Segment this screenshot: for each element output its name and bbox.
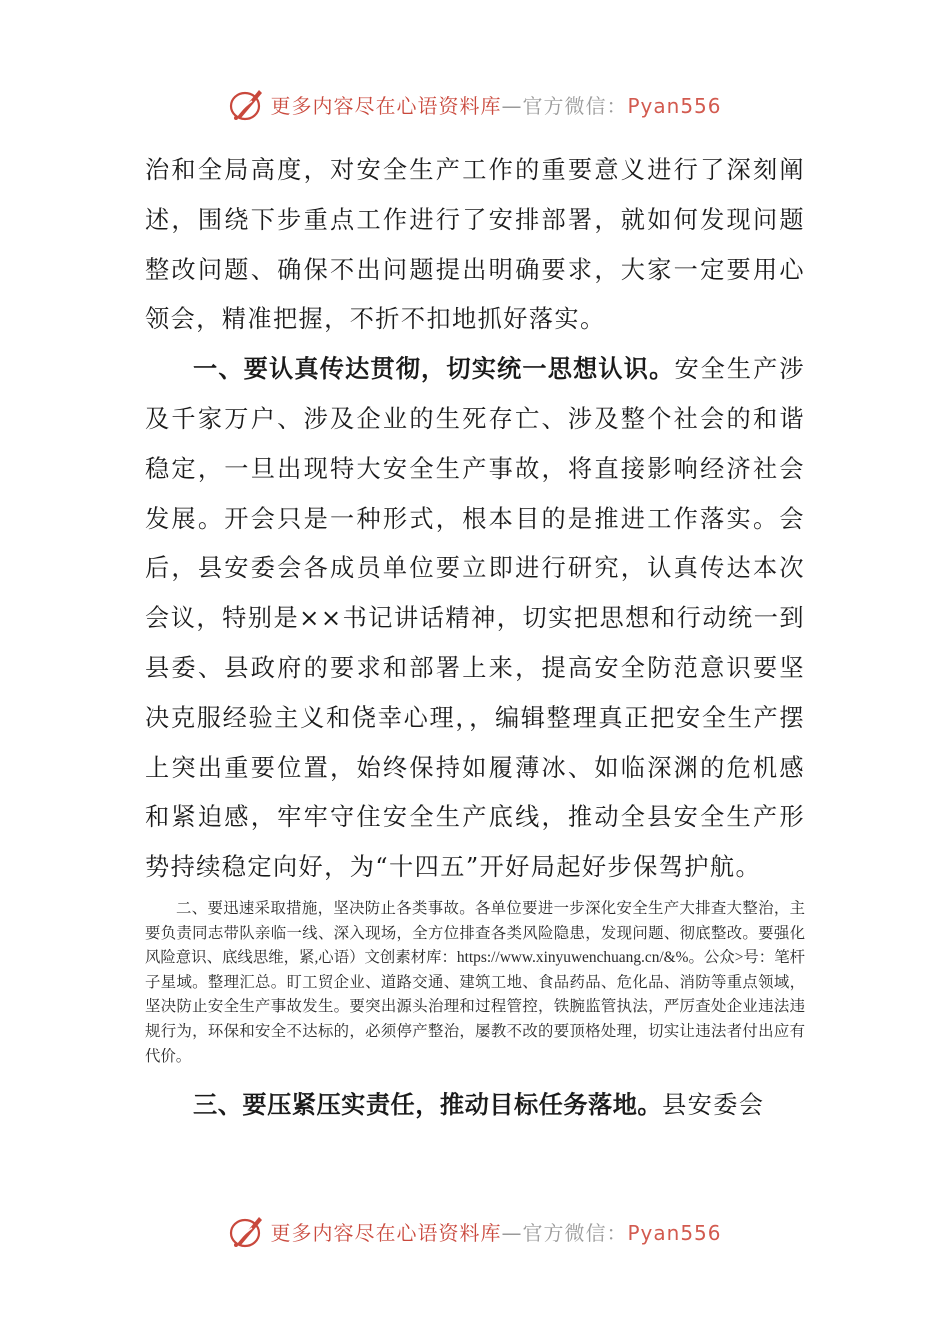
section-2-paragraph: 二、要迅速采取措施，坚决防止各类事故。各单位要进一步深化安全生产大排查大整治，主要负责同志带队亲临一线、深入现场，全方位排查各类风险隐患，发现问题、彻底整改。要强化风险意识、底线思维，紧,心语）文创素材库：https://www.xinyuwenchuang.cn/&%。公众>号：笔杆子星域。整理汇总。盯工贸企业、道路交通、建筑工地、食品药品、危化品、消防等重点领域，坚决防止安全生产事故发生。要突出源头治理和过程管控，铁腕监管执法，严厉查处企业违法违规行为，环保和安全不达标的，必须停产整治，屡教不改的要顶格处理，切实让违法者付出应有代价。 (145, 899, 805, 1065)
header-banner-separator: — (501, 93, 523, 118)
quill-logo-icon (228, 84, 268, 124)
footer-banner-title: 更多内容尽在心语资料库 (270, 1220, 502, 1245)
footer-banner (0, 1211, 950, 1251)
quill-logo-icon (228, 1211, 268, 1251)
header-banner-label: 官方微信： (522, 93, 628, 118)
footer-banner-label: 官方微信： (522, 1220, 628, 1245)
section-3-heading: 三、要压紧压实责任，推动目标任务落地。 (193, 1091, 663, 1120)
header-banner (0, 84, 950, 124)
header-banner-title: 更多内容尽在心语资料库 (270, 93, 502, 118)
section-3-paragraph (145, 1081, 805, 1131)
section-1-heading: 一、要认真传达贯彻，切实统一思想认识。 (193, 355, 675, 384)
footer-banner-text (270, 1217, 721, 1246)
section-1-paragraph (145, 345, 805, 893)
document-body (145, 146, 805, 1131)
section-1-body: 安全生产涉及千家万户、涉及企业的生死存亡、涉及整个社会的和谐稳定，一旦出现特大安全生产事故，将直接影响经济社会发展。开会只是一种形式，根本目的是推进工作落实。会后，县安委会各成员单位要立即进行研究，认真传达本次会议，特别是××书记讲话精神，切实把思想和行动统一到县委、县政府的要求和部署上来，提高安全防范意识要坚决克服经验主义和侥幸心理，，编辑整理真正把安全生产摆上突出重要位置，始终保持如履薄冰、如临深渊的危机感和紧迫感，牢牢守住安全生产底线，推动全县安全生产形势持续稳定向好，为“十四五”开好局起好步保驾护航。 (145, 355, 805, 882)
footer-banner-account: Pyan556 (627, 1220, 722, 1245)
paragraph-continuation: 治和全局高度，对安全生产工作的重要意义进行了深刻阐述，围绕下步重点工作进行了安排部署，就如何发现问题整改问题、确保不出问题提出明确要求，大家一定要用心领会，精准把握，不折不扣地抓好落实。 (145, 156, 805, 334)
header-banner-text (270, 90, 721, 119)
header-banner-account: Pyan556 (627, 93, 722, 118)
section-3-body: 县安委会 (662, 1091, 765, 1120)
footer-banner-separator: — (501, 1220, 523, 1245)
